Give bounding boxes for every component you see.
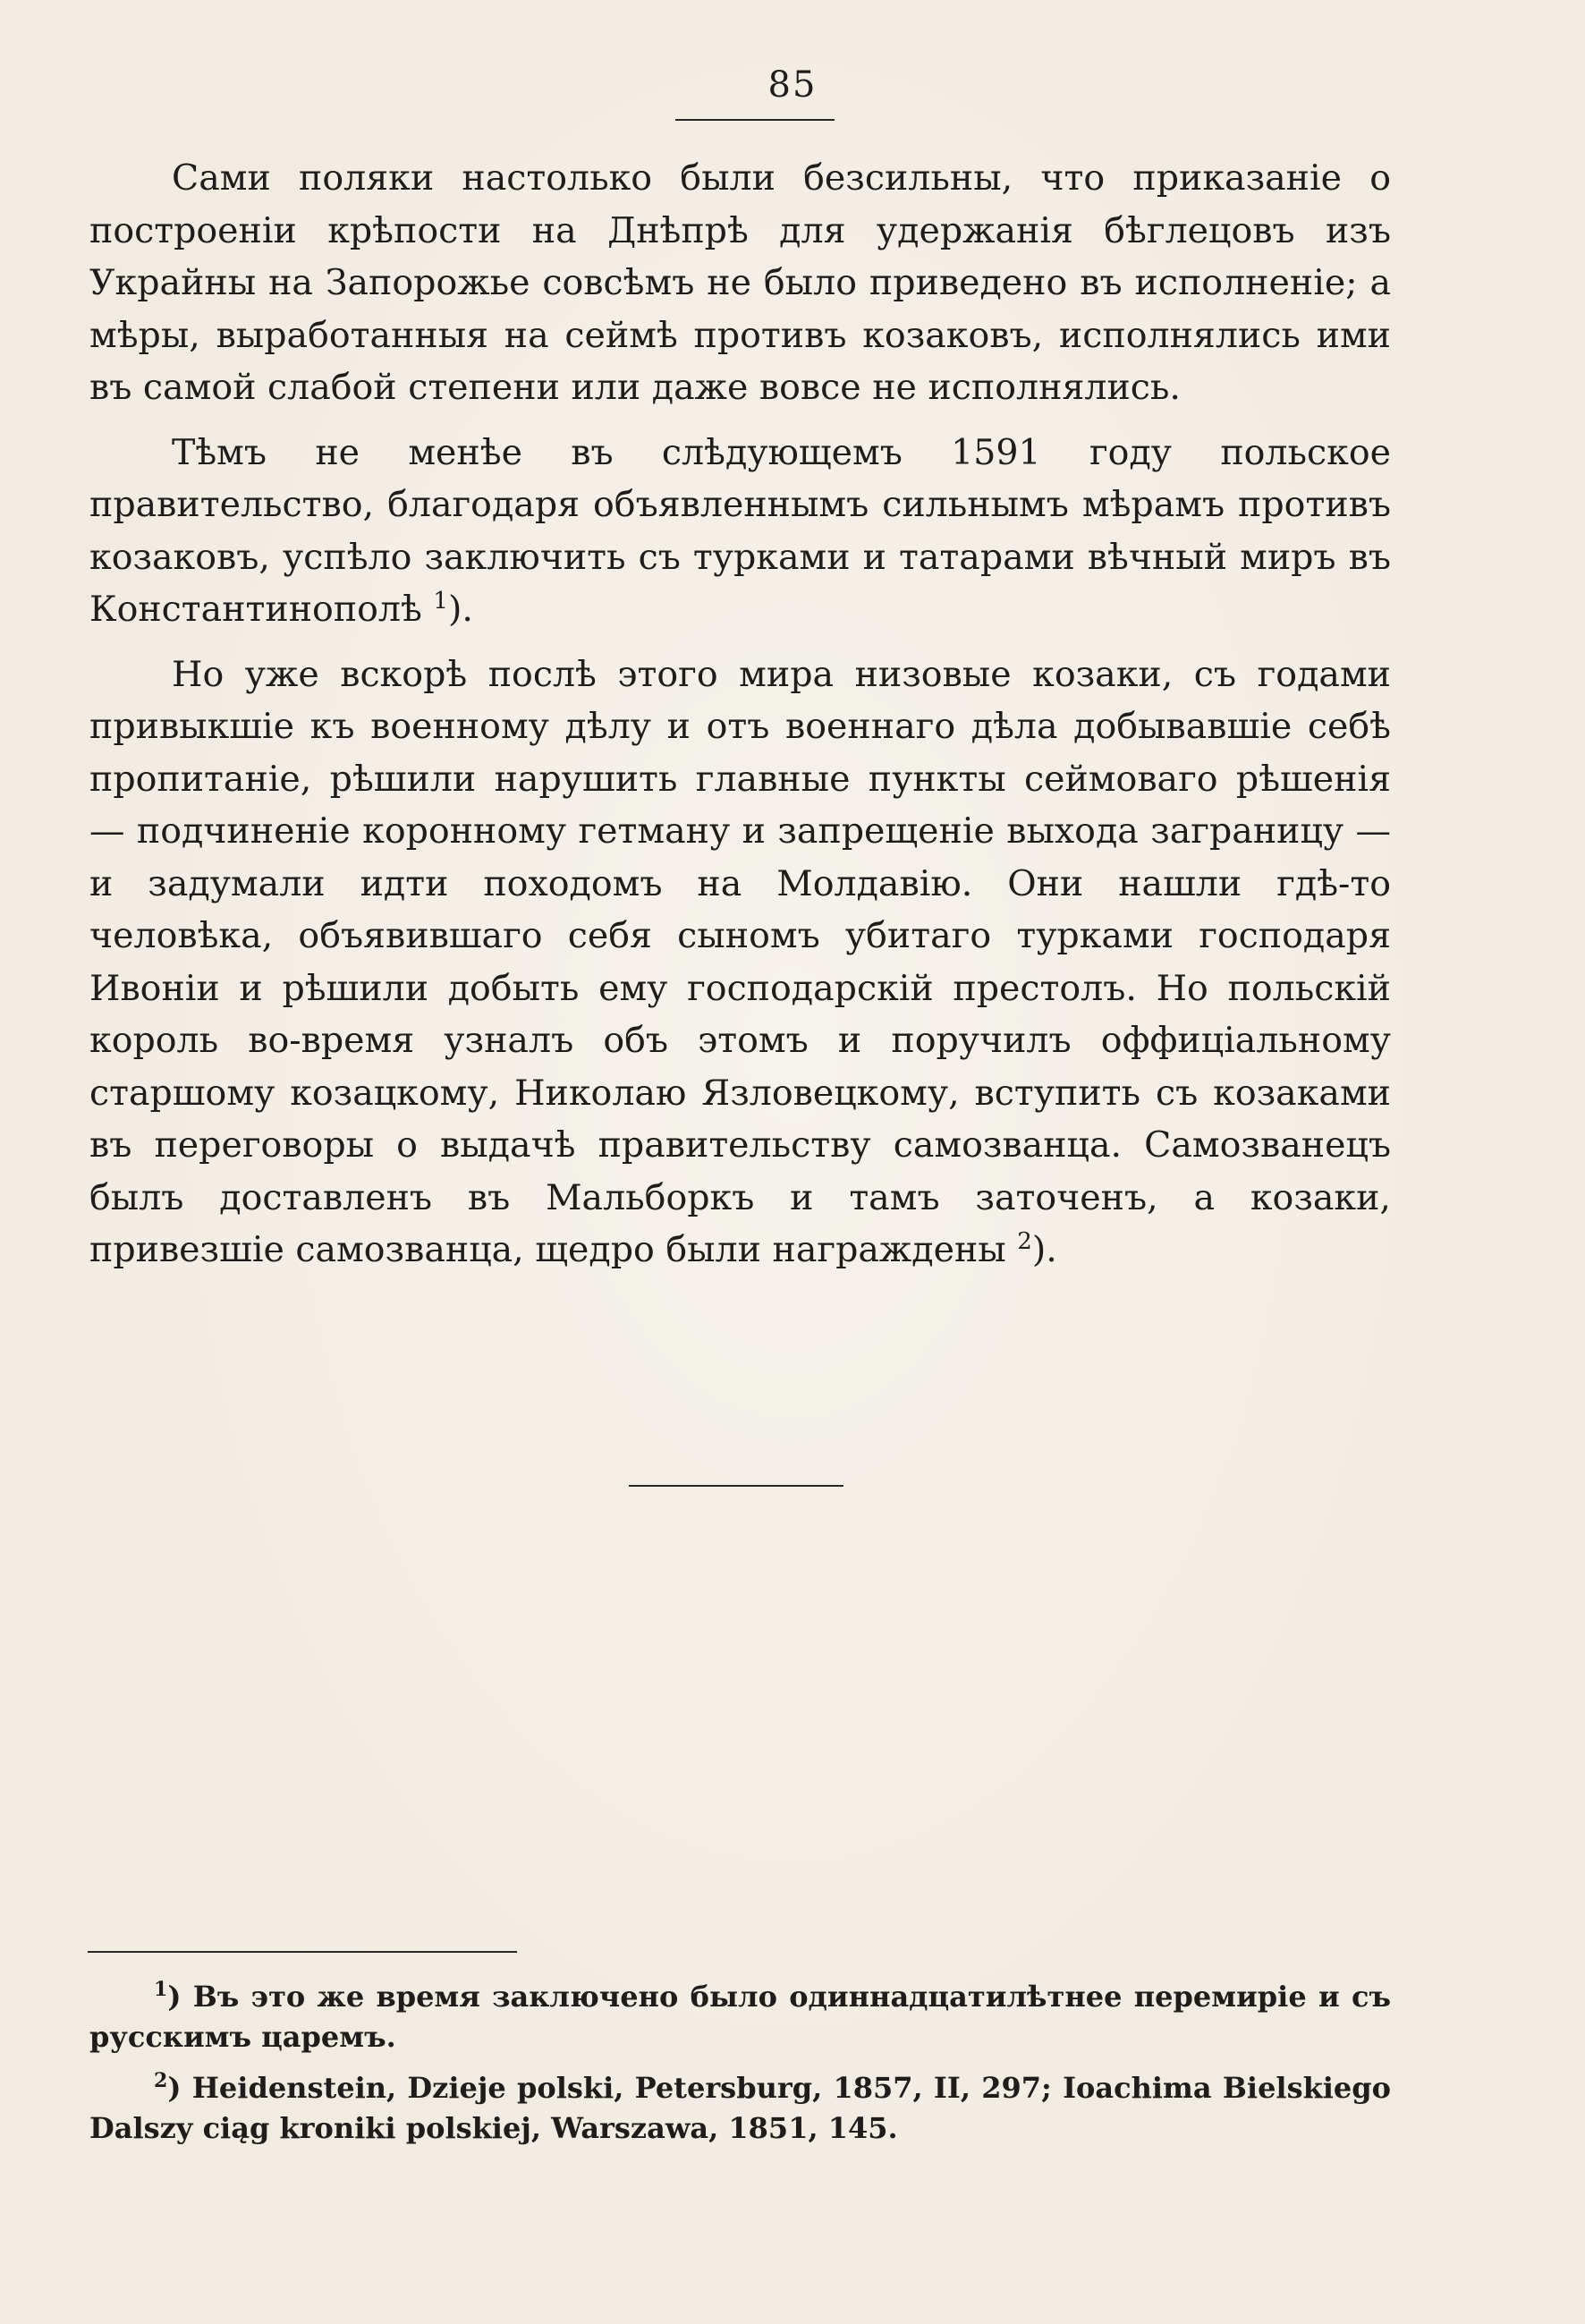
footnote-1-mark: 1 xyxy=(154,1978,168,2001)
paragraph-3-tail: ). xyxy=(1031,1229,1057,1270)
page-number-rule xyxy=(675,119,835,121)
footnote-ref-2: 2 xyxy=(1017,1228,1032,1255)
footnote-1 xyxy=(89,1977,1391,2057)
footnote-2 xyxy=(89,2068,1391,2149)
footnote-divider xyxy=(88,1951,517,1953)
paragraph-3-text: Но уже вскорѣ послѣ этого мира низовые козаки, съ годами привыкшіе къ военному дѣлу и отъ военнаго дѣла добывавшіе себѣ пропитаніе, рѣшили нарушить главные пункты сеймоваго рѣшенія — подчиненіе коронному гетману и запрещеніе выхода заграницу — и задумали идти походомъ на Молдавію. Они нашли гдѣ-то человѣка, объявившаго себя сыномъ убитаго турками господаря Ивоніи и рѣшили добыть ему господарскій престолъ. Но польскій король во-время узналъ объ этомъ и поручилъ оффиціальному старшому козацкому, Николаю Язловецкому, вступить съ козаками въ переговоры о выдачѣ правительству самозванца. Самозванецъ былъ доставленъ въ Мальборкъ и тамъ заточенъ, а козаки, привезшіе самозванца, щедро были награждены xyxy=(89,653,1391,1270)
footnote-ref-1: 1 xyxy=(433,588,448,615)
paragraph-2 xyxy=(89,427,1391,636)
footnote-2-text: ) Heidenstein, Dzieje polski, Petersburg, 1857, II, 297; Ioachima Bielskiego Dalszy ciąg kroniki polskiej, Warszawa, 1851, 145. xyxy=(89,2071,1391,2145)
paragraph-1-text: Сами поляки настолько были безсильны, что приказаніе о построеніи крѣпости на Днѣпрѣ для удержанія бѣглецовъ изъ Украйны на Запорожье совсѣмъ не было приведено въ исполненіе; а мѣры, выработанныя на сеймѣ противъ козаковъ, исполнялись ими въ самой слабой степени или даже вовсе не исполнялись. xyxy=(89,157,1391,408)
footnote-1-text: ) Въ это же время заключено было одиннадцатилѣтнее перемиріе и съ русскимъ царемъ. xyxy=(89,1980,1391,2054)
paragraph-2-tail: ). xyxy=(447,589,473,630)
main-text xyxy=(89,152,1391,1289)
paragraph-2-text: Тѣмъ не менѣе въ слѣдующемъ 1591 году польское правительство, благодаря объявленнымъ сильнымъ мѣрамъ противъ козаковъ, успѣло заключить съ турками и татарами вѣчный миръ въ Константинополѣ xyxy=(89,431,1391,630)
footnote-2-mark: 2 xyxy=(154,2069,168,2092)
page-number: 85 xyxy=(767,64,818,106)
section-divider xyxy=(629,1485,843,1487)
paragraph-3 xyxy=(89,649,1391,1277)
paragraph-1 xyxy=(89,152,1391,414)
footnotes xyxy=(89,1977,1391,2159)
